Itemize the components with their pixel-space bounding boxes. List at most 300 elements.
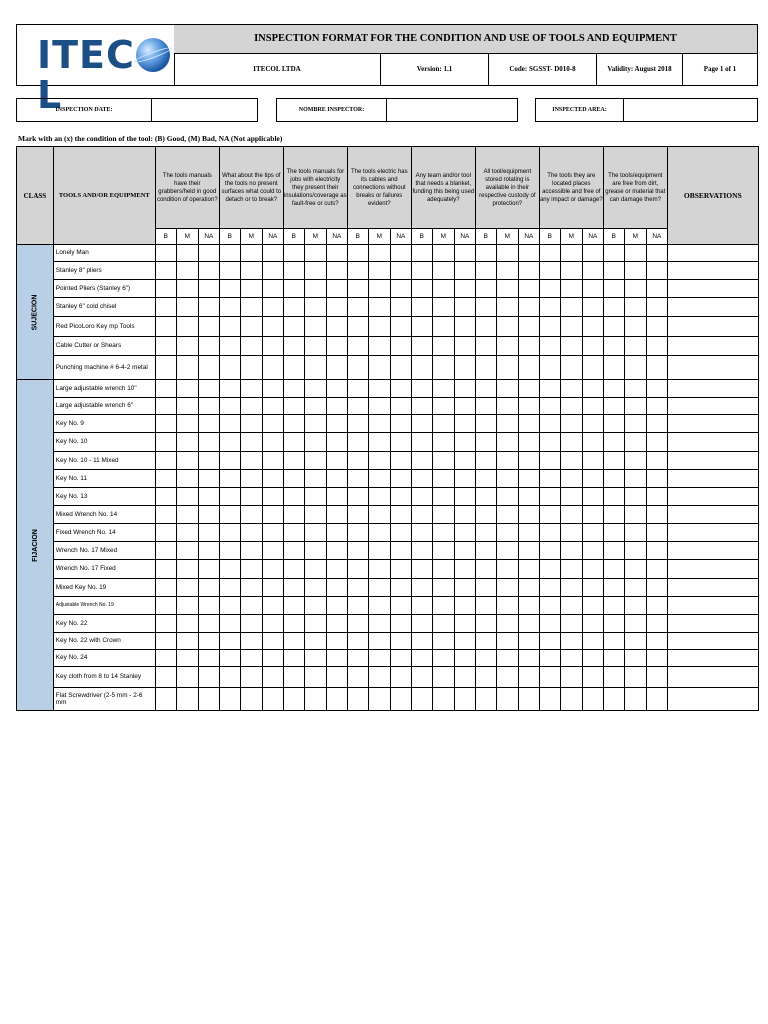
condition-checkbox-cell[interactable] — [326, 245, 347, 262]
condition-checkbox-cell[interactable] — [475, 542, 496, 560]
condition-checkbox-cell[interactable] — [411, 380, 432, 398]
condition-checkbox-cell[interactable] — [390, 356, 411, 380]
condition-checkbox-cell[interactable] — [582, 380, 603, 398]
condition-checkbox-cell[interactable] — [582, 452, 603, 470]
condition-checkbox-cell[interactable] — [582, 415, 603, 433]
condition-checkbox-cell[interactable] — [390, 650, 411, 667]
condition-checkbox-cell[interactable] — [411, 433, 432, 452]
condition-checkbox-cell[interactable] — [347, 597, 368, 615]
condition-checkbox-cell[interactable] — [262, 356, 283, 380]
condition-checkbox-cell[interactable] — [390, 262, 411, 280]
condition-checkbox-cell[interactable] — [155, 579, 176, 597]
condition-checkbox-cell[interactable] — [219, 298, 240, 317]
condition-checkbox-cell[interactable] — [582, 433, 603, 452]
condition-checkbox-cell[interactable] — [240, 470, 262, 488]
condition-checkbox-cell[interactable] — [304, 560, 326, 579]
condition-checkbox-cell[interactable] — [390, 597, 411, 615]
condition-checkbox-cell[interactable] — [646, 380, 667, 398]
condition-checkbox-cell[interactable] — [240, 633, 262, 650]
condition-checkbox-cell[interactable] — [283, 667, 304, 688]
condition-checkbox-cell[interactable] — [454, 317, 475, 337]
condition-checkbox-cell[interactable] — [624, 633, 646, 650]
condition-checkbox-cell[interactable] — [454, 380, 475, 398]
condition-checkbox-cell[interactable] — [603, 542, 624, 560]
observations-cell[interactable] — [667, 380, 758, 398]
condition-checkbox-cell[interactable] — [475, 356, 496, 380]
condition-checkbox-cell[interactable] — [582, 317, 603, 337]
condition-checkbox-cell[interactable] — [304, 615, 326, 633]
inspected-area-field[interactable] — [535, 98, 758, 122]
condition-checkbox-cell[interactable] — [368, 633, 390, 650]
inspector-name-field[interactable] — [276, 98, 518, 122]
observations-cell[interactable] — [667, 597, 758, 615]
condition-checkbox-cell[interactable] — [582, 688, 603, 711]
condition-checkbox-cell[interactable] — [539, 280, 560, 298]
condition-checkbox-cell[interactable] — [283, 506, 304, 524]
condition-checkbox-cell[interactable] — [198, 317, 219, 337]
observations-cell[interactable] — [667, 615, 758, 633]
condition-checkbox-cell[interactable] — [624, 317, 646, 337]
condition-checkbox-cell[interactable] — [624, 506, 646, 524]
condition-checkbox-cell[interactable] — [262, 337, 283, 356]
condition-checkbox-cell[interactable] — [219, 280, 240, 298]
condition-checkbox-cell[interactable] — [411, 597, 432, 615]
condition-checkbox-cell[interactable] — [518, 298, 539, 317]
condition-checkbox-cell[interactable] — [646, 488, 667, 506]
condition-checkbox-cell[interactable] — [240, 415, 262, 433]
condition-checkbox-cell[interactable] — [304, 280, 326, 298]
condition-checkbox-cell[interactable] — [432, 380, 454, 398]
condition-checkbox-cell[interactable] — [646, 452, 667, 470]
condition-checkbox-cell[interactable] — [603, 356, 624, 380]
condition-checkbox-cell[interactable] — [496, 560, 518, 579]
condition-checkbox-cell[interactable] — [326, 356, 347, 380]
condition-checkbox-cell[interactable] — [198, 433, 219, 452]
condition-checkbox-cell[interactable] — [624, 650, 646, 667]
condition-checkbox-cell[interactable] — [155, 337, 176, 356]
condition-checkbox-cell[interactable] — [518, 688, 539, 711]
condition-checkbox-cell[interactable] — [560, 433, 582, 452]
observations-cell[interactable] — [667, 398, 758, 415]
condition-checkbox-cell[interactable] — [475, 667, 496, 688]
condition-checkbox-cell[interactable] — [603, 667, 624, 688]
condition-checkbox-cell[interactable] — [411, 488, 432, 506]
condition-checkbox-cell[interactable] — [518, 415, 539, 433]
condition-checkbox-cell[interactable] — [326, 298, 347, 317]
condition-checkbox-cell[interactable] — [176, 380, 198, 398]
condition-checkbox-cell[interactable] — [432, 488, 454, 506]
condition-checkbox-cell[interactable] — [219, 245, 240, 262]
observations-cell[interactable] — [667, 579, 758, 597]
condition-checkbox-cell[interactable] — [390, 488, 411, 506]
condition-checkbox-cell[interactable] — [646, 560, 667, 579]
condition-checkbox-cell[interactable] — [347, 433, 368, 452]
condition-checkbox-cell[interactable] — [539, 433, 560, 452]
condition-checkbox-cell[interactable] — [496, 280, 518, 298]
condition-checkbox-cell[interactable] — [198, 667, 219, 688]
condition-checkbox-cell[interactable] — [582, 280, 603, 298]
condition-checkbox-cell[interactable] — [646, 356, 667, 380]
condition-checkbox-cell[interactable] — [432, 597, 454, 615]
observations-cell[interactable] — [667, 506, 758, 524]
condition-checkbox-cell[interactable] — [347, 356, 368, 380]
condition-checkbox-cell[interactable] — [475, 398, 496, 415]
condition-checkbox-cell[interactable] — [390, 688, 411, 711]
condition-checkbox-cell[interactable] — [347, 337, 368, 356]
condition-checkbox-cell[interactable] — [518, 356, 539, 380]
condition-checkbox-cell[interactable] — [176, 633, 198, 650]
condition-checkbox-cell[interactable] — [390, 398, 411, 415]
inspection-date-field[interactable] — [16, 98, 258, 122]
condition-checkbox-cell[interactable] — [539, 298, 560, 317]
condition-checkbox-cell[interactable] — [155, 262, 176, 280]
condition-checkbox-cell[interactable] — [390, 615, 411, 633]
condition-checkbox-cell[interactable] — [624, 280, 646, 298]
condition-checkbox-cell[interactable] — [262, 398, 283, 415]
condition-checkbox-cell[interactable] — [155, 317, 176, 337]
condition-checkbox-cell[interactable] — [646, 280, 667, 298]
condition-checkbox-cell[interactable] — [496, 615, 518, 633]
condition-checkbox-cell[interactable] — [390, 245, 411, 262]
condition-checkbox-cell[interactable] — [304, 433, 326, 452]
condition-checkbox-cell[interactable] — [646, 633, 667, 650]
condition-checkbox-cell[interactable] — [262, 488, 283, 506]
condition-checkbox-cell[interactable] — [326, 560, 347, 579]
condition-checkbox-cell[interactable] — [176, 356, 198, 380]
condition-checkbox-cell[interactable] — [390, 542, 411, 560]
condition-checkbox-cell[interactable] — [155, 470, 176, 488]
condition-checkbox-cell[interactable] — [496, 542, 518, 560]
condition-checkbox-cell[interactable] — [539, 245, 560, 262]
condition-checkbox-cell[interactable] — [603, 337, 624, 356]
condition-checkbox-cell[interactable] — [219, 470, 240, 488]
condition-checkbox-cell[interactable] — [198, 298, 219, 317]
condition-checkbox-cell[interactable] — [304, 262, 326, 280]
condition-checkbox-cell[interactable] — [240, 615, 262, 633]
condition-checkbox-cell[interactable] — [176, 298, 198, 317]
condition-checkbox-cell[interactable] — [432, 667, 454, 688]
condition-checkbox-cell[interactable] — [326, 262, 347, 280]
condition-checkbox-cell[interactable] — [475, 337, 496, 356]
condition-checkbox-cell[interactable] — [496, 488, 518, 506]
condition-checkbox-cell[interactable] — [155, 433, 176, 452]
condition-checkbox-cell[interactable] — [646, 245, 667, 262]
condition-checkbox-cell[interactable] — [283, 524, 304, 542]
condition-checkbox-cell[interactable] — [219, 452, 240, 470]
condition-checkbox-cell[interactable] — [240, 560, 262, 579]
condition-checkbox-cell[interactable] — [155, 380, 176, 398]
condition-checkbox-cell[interactable] — [198, 452, 219, 470]
condition-checkbox-cell[interactable] — [539, 542, 560, 560]
condition-checkbox-cell[interactable] — [560, 667, 582, 688]
condition-checkbox-cell[interactable] — [368, 245, 390, 262]
condition-checkbox-cell[interactable] — [347, 488, 368, 506]
condition-checkbox-cell[interactable] — [518, 433, 539, 452]
condition-checkbox-cell[interactable] — [176, 452, 198, 470]
condition-checkbox-cell[interactable] — [432, 542, 454, 560]
condition-checkbox-cell[interactable] — [624, 488, 646, 506]
condition-checkbox-cell[interactable] — [454, 667, 475, 688]
condition-checkbox-cell[interactable] — [326, 579, 347, 597]
condition-checkbox-cell[interactable] — [240, 688, 262, 711]
condition-checkbox-cell[interactable] — [475, 433, 496, 452]
condition-checkbox-cell[interactable] — [219, 688, 240, 711]
condition-checkbox-cell[interactable] — [582, 597, 603, 615]
condition-checkbox-cell[interactable] — [646, 650, 667, 667]
condition-checkbox-cell[interactable] — [582, 470, 603, 488]
condition-checkbox-cell[interactable] — [198, 615, 219, 633]
condition-checkbox-cell[interactable] — [219, 542, 240, 560]
condition-checkbox-cell[interactable] — [475, 633, 496, 650]
condition-checkbox-cell[interactable] — [176, 524, 198, 542]
condition-checkbox-cell[interactable] — [560, 615, 582, 633]
condition-checkbox-cell[interactable] — [560, 560, 582, 579]
condition-checkbox-cell[interactable] — [560, 633, 582, 650]
condition-checkbox-cell[interactable] — [347, 506, 368, 524]
observations-cell[interactable] — [667, 650, 758, 667]
condition-checkbox-cell[interactable] — [475, 280, 496, 298]
condition-checkbox-cell[interactable] — [155, 356, 176, 380]
condition-checkbox-cell[interactable] — [624, 542, 646, 560]
condition-checkbox-cell[interactable] — [198, 597, 219, 615]
condition-checkbox-cell[interactable] — [582, 488, 603, 506]
condition-checkbox-cell[interactable] — [411, 317, 432, 337]
condition-checkbox-cell[interactable] — [560, 506, 582, 524]
condition-checkbox-cell[interactable] — [582, 356, 603, 380]
condition-checkbox-cell[interactable] — [624, 262, 646, 280]
condition-checkbox-cell[interactable] — [496, 579, 518, 597]
condition-checkbox-cell[interactable] — [198, 650, 219, 667]
condition-checkbox-cell[interactable] — [560, 597, 582, 615]
condition-checkbox-cell[interactable] — [262, 579, 283, 597]
condition-checkbox-cell[interactable] — [518, 262, 539, 280]
condition-checkbox-cell[interactable] — [582, 262, 603, 280]
condition-checkbox-cell[interactable] — [496, 506, 518, 524]
condition-checkbox-cell[interactable] — [347, 317, 368, 337]
condition-checkbox-cell[interactable] — [454, 688, 475, 711]
condition-checkbox-cell[interactable] — [390, 317, 411, 337]
condition-checkbox-cell[interactable] — [304, 470, 326, 488]
condition-checkbox-cell[interactable] — [624, 688, 646, 711]
condition-checkbox-cell[interactable] — [582, 542, 603, 560]
condition-checkbox-cell[interactable] — [539, 356, 560, 380]
condition-checkbox-cell[interactable] — [432, 415, 454, 433]
condition-checkbox-cell[interactable] — [624, 433, 646, 452]
condition-checkbox-cell[interactable] — [262, 433, 283, 452]
condition-checkbox-cell[interactable] — [560, 337, 582, 356]
condition-checkbox-cell[interactable] — [582, 633, 603, 650]
condition-checkbox-cell[interactable] — [176, 415, 198, 433]
condition-checkbox-cell[interactable] — [475, 452, 496, 470]
condition-checkbox-cell[interactable] — [539, 597, 560, 615]
condition-checkbox-cell[interactable] — [432, 298, 454, 317]
condition-checkbox-cell[interactable] — [368, 667, 390, 688]
condition-checkbox-cell[interactable] — [262, 506, 283, 524]
condition-checkbox-cell[interactable] — [283, 280, 304, 298]
condition-checkbox-cell[interactable] — [176, 650, 198, 667]
condition-checkbox-cell[interactable] — [262, 317, 283, 337]
condition-checkbox-cell[interactable] — [432, 506, 454, 524]
condition-checkbox-cell[interactable] — [198, 356, 219, 380]
condition-checkbox-cell[interactable] — [176, 615, 198, 633]
condition-checkbox-cell[interactable] — [283, 597, 304, 615]
condition-checkbox-cell[interactable] — [539, 398, 560, 415]
condition-checkbox-cell[interactable] — [304, 524, 326, 542]
condition-checkbox-cell[interactable] — [603, 633, 624, 650]
condition-checkbox-cell[interactable] — [539, 470, 560, 488]
condition-checkbox-cell[interactable] — [411, 688, 432, 711]
condition-checkbox-cell[interactable] — [582, 667, 603, 688]
condition-checkbox-cell[interactable] — [560, 542, 582, 560]
condition-checkbox-cell[interactable] — [326, 488, 347, 506]
condition-checkbox-cell[interactable] — [326, 398, 347, 415]
condition-checkbox-cell[interactable] — [283, 633, 304, 650]
condition-checkbox-cell[interactable] — [304, 688, 326, 711]
condition-checkbox-cell[interactable] — [326, 667, 347, 688]
condition-checkbox-cell[interactable] — [432, 433, 454, 452]
condition-checkbox-cell[interactable] — [368, 488, 390, 506]
condition-checkbox-cell[interactable] — [646, 415, 667, 433]
condition-checkbox-cell[interactable] — [560, 579, 582, 597]
condition-checkbox-cell[interactable] — [176, 317, 198, 337]
condition-checkbox-cell[interactable] — [304, 452, 326, 470]
condition-checkbox-cell[interactable] — [624, 245, 646, 262]
condition-checkbox-cell[interactable] — [219, 579, 240, 597]
condition-checkbox-cell[interactable] — [496, 380, 518, 398]
condition-checkbox-cell[interactable] — [219, 317, 240, 337]
condition-checkbox-cell[interactable] — [304, 597, 326, 615]
condition-checkbox-cell[interactable] — [326, 317, 347, 337]
condition-checkbox-cell[interactable] — [368, 262, 390, 280]
condition-checkbox-cell[interactable] — [176, 262, 198, 280]
condition-checkbox-cell[interactable] — [219, 380, 240, 398]
condition-checkbox-cell[interactable] — [347, 560, 368, 579]
condition-checkbox-cell[interactable] — [219, 667, 240, 688]
condition-checkbox-cell[interactable] — [603, 245, 624, 262]
condition-checkbox-cell[interactable] — [240, 317, 262, 337]
observations-cell[interactable] — [667, 542, 758, 560]
condition-checkbox-cell[interactable] — [198, 245, 219, 262]
condition-checkbox-cell[interactable] — [411, 415, 432, 433]
condition-checkbox-cell[interactable] — [326, 615, 347, 633]
condition-checkbox-cell[interactable] — [539, 524, 560, 542]
condition-checkbox-cell[interactable] — [560, 650, 582, 667]
condition-checkbox-cell[interactable] — [646, 506, 667, 524]
condition-checkbox-cell[interactable] — [432, 688, 454, 711]
condition-checkbox-cell[interactable] — [475, 650, 496, 667]
condition-checkbox-cell[interactable] — [347, 415, 368, 433]
condition-checkbox-cell[interactable] — [176, 667, 198, 688]
condition-checkbox-cell[interactable] — [496, 470, 518, 488]
condition-checkbox-cell[interactable] — [390, 298, 411, 317]
condition-checkbox-cell[interactable] — [326, 452, 347, 470]
condition-checkbox-cell[interactable] — [368, 433, 390, 452]
condition-checkbox-cell[interactable] — [198, 280, 219, 298]
condition-checkbox-cell[interactable] — [624, 470, 646, 488]
condition-checkbox-cell[interactable] — [411, 298, 432, 317]
condition-checkbox-cell[interactable] — [518, 579, 539, 597]
condition-checkbox-cell[interactable] — [518, 245, 539, 262]
observations-cell[interactable] — [667, 688, 758, 711]
condition-checkbox-cell[interactable] — [411, 337, 432, 356]
condition-checkbox-cell[interactable] — [390, 633, 411, 650]
condition-checkbox-cell[interactable] — [539, 452, 560, 470]
condition-checkbox-cell[interactable] — [176, 280, 198, 298]
condition-checkbox-cell[interactable] — [176, 560, 198, 579]
condition-checkbox-cell[interactable] — [646, 597, 667, 615]
condition-checkbox-cell[interactable] — [368, 542, 390, 560]
condition-checkbox-cell[interactable] — [283, 579, 304, 597]
observations-cell[interactable] — [667, 470, 758, 488]
condition-checkbox-cell[interactable] — [198, 688, 219, 711]
condition-checkbox-cell[interactable] — [219, 433, 240, 452]
condition-checkbox-cell[interactable] — [326, 542, 347, 560]
condition-checkbox-cell[interactable] — [518, 615, 539, 633]
condition-checkbox-cell[interactable] — [518, 280, 539, 298]
condition-checkbox-cell[interactable] — [432, 245, 454, 262]
condition-checkbox-cell[interactable] — [646, 524, 667, 542]
condition-checkbox-cell[interactable] — [304, 317, 326, 337]
condition-checkbox-cell[interactable] — [496, 633, 518, 650]
condition-checkbox-cell[interactable] — [539, 667, 560, 688]
condition-checkbox-cell[interactable] — [283, 560, 304, 579]
condition-checkbox-cell[interactable] — [240, 524, 262, 542]
condition-checkbox-cell[interactable] — [539, 579, 560, 597]
condition-checkbox-cell[interactable] — [603, 506, 624, 524]
condition-checkbox-cell[interactable] — [176, 688, 198, 711]
condition-checkbox-cell[interactable] — [603, 524, 624, 542]
condition-checkbox-cell[interactable] — [390, 560, 411, 579]
condition-checkbox-cell[interactable] — [368, 380, 390, 398]
condition-checkbox-cell[interactable] — [198, 524, 219, 542]
condition-checkbox-cell[interactable] — [646, 615, 667, 633]
condition-checkbox-cell[interactable] — [219, 633, 240, 650]
condition-checkbox-cell[interactable] — [198, 488, 219, 506]
condition-checkbox-cell[interactable] — [646, 470, 667, 488]
condition-checkbox-cell[interactable] — [304, 506, 326, 524]
condition-checkbox-cell[interactable] — [304, 633, 326, 650]
condition-checkbox-cell[interactable] — [155, 415, 176, 433]
condition-checkbox-cell[interactable] — [347, 667, 368, 688]
condition-checkbox-cell[interactable] — [155, 452, 176, 470]
condition-checkbox-cell[interactable] — [539, 633, 560, 650]
condition-checkbox-cell[interactable] — [603, 579, 624, 597]
condition-checkbox-cell[interactable] — [603, 615, 624, 633]
condition-checkbox-cell[interactable] — [624, 298, 646, 317]
condition-checkbox-cell[interactable] — [368, 317, 390, 337]
condition-checkbox-cell[interactable] — [624, 615, 646, 633]
condition-checkbox-cell[interactable] — [262, 650, 283, 667]
condition-checkbox-cell[interactable] — [240, 650, 262, 667]
condition-checkbox-cell[interactable] — [603, 262, 624, 280]
condition-checkbox-cell[interactable] — [475, 298, 496, 317]
condition-checkbox-cell[interactable] — [262, 298, 283, 317]
condition-checkbox-cell[interactable] — [198, 262, 219, 280]
condition-checkbox-cell[interactable] — [475, 262, 496, 280]
condition-checkbox-cell[interactable] — [582, 398, 603, 415]
condition-checkbox-cell[interactable] — [219, 356, 240, 380]
condition-checkbox-cell[interactable] — [326, 470, 347, 488]
condition-checkbox-cell[interactable] — [283, 542, 304, 560]
condition-checkbox-cell[interactable] — [496, 317, 518, 337]
condition-checkbox-cell[interactable] — [475, 380, 496, 398]
condition-checkbox-cell[interactable] — [240, 398, 262, 415]
condition-checkbox-cell[interactable] — [155, 688, 176, 711]
condition-checkbox-cell[interactable] — [283, 317, 304, 337]
condition-checkbox-cell[interactable] — [496, 667, 518, 688]
condition-checkbox-cell[interactable] — [219, 262, 240, 280]
condition-checkbox-cell[interactable] — [262, 280, 283, 298]
